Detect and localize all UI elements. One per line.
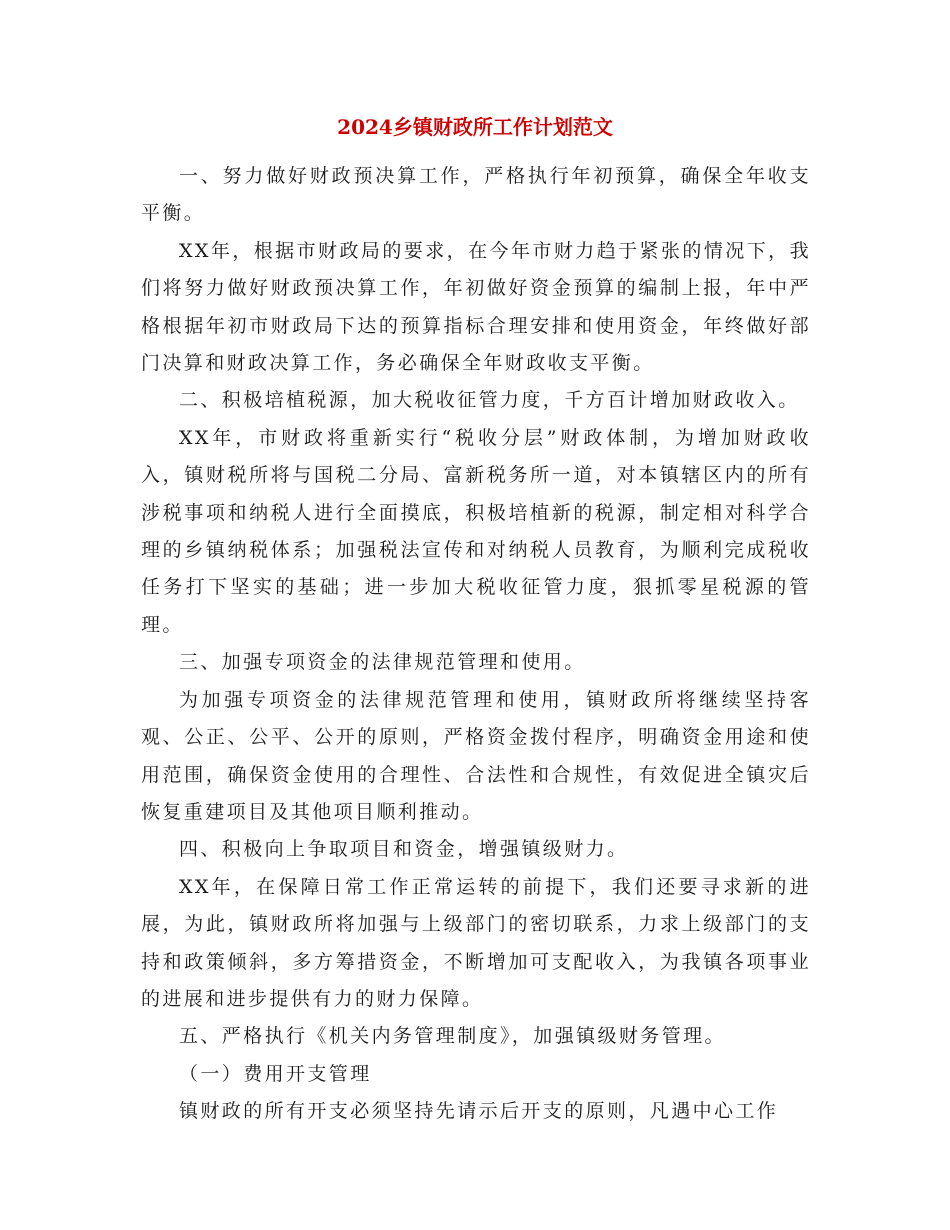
section-heading-1: 一、努力做好财政预决算工作，严格执行年初预算，确保全年收支平衡。 bbox=[141, 165, 811, 225]
section-heading-5: 五、严格执行《机关内务管理制度》，加强镇级财务管理。 bbox=[179, 1025, 726, 1048]
section-heading-3: 三、加强专项资金的法律规范管理和使用。 bbox=[179, 651, 586, 674]
section-heading-4: 四、积极向上争取项目和资金，增强镇级财力。 bbox=[179, 838, 629, 861]
document-title: 2024乡镇财政所工作计划范文 bbox=[337, 115, 613, 139]
subsection-heading: （一）费用开支管理 bbox=[179, 1062, 372, 1085]
body-paragraph: XX年，根据市财政局的要求，在今年市财力趋于紧张的情况下，我们将努力做好财政预决算工作，年初做好资金预算的编制上报，年中严格根据年初市财政局下达的预算指标合理安排和使用资金，年终做好部门决算和财政决算工作，务必确保全年财政收支平衡。 bbox=[141, 239, 811, 375]
body-paragraph: 为加强专项资金的法律规范管理和使用，镇财政所将继续坚持客观、公正、公平、公开的原则，严格资金拨付程序，明确资金用途和使用范围，确保资金使用的合理性、合法性和合规性，有效促进全镇灾后恢复重建项目及其他项目顺利推动。 bbox=[141, 688, 811, 823]
body-paragraph: 镇财政的所有开支必须坚持先请示后开支的原则，凡遇中心工作 bbox=[179, 1100, 779, 1123]
document-body bbox=[141, 158, 811, 1131]
body-paragraph: XX年，在保障日常工作正常运转的前提下，我们还要寻求新的进展，为此，镇财政所将加强与上级部门的密切联系，力求上级部门的支持和政策倾斜，多方筹措资金，不断增加可支配收入，为我镇各项事业的进展和进步提供有力的财力保障。 bbox=[141, 875, 811, 1010]
body-paragraph: XX年，市财政将重新实行“税收分层”财政体制，为增加财政收入，镇财税所将与国税二分局、富新税务所一道，对本镇辖区内的所有涉税事项和纳税人进行全面摸底，积极培植新的税源，制定相对科学合理的乡镇纳税体系；加强税法宣传和对纳税人员教育，为顺利完成税收任务打下坚实的基础；进一步加大税收征管力度，狠抓零星税源的管理。 bbox=[141, 426, 811, 636]
section-heading-2: 二、积极培植税源，加大税收征管力度，千方百计增加财政收入。 bbox=[179, 389, 800, 412]
